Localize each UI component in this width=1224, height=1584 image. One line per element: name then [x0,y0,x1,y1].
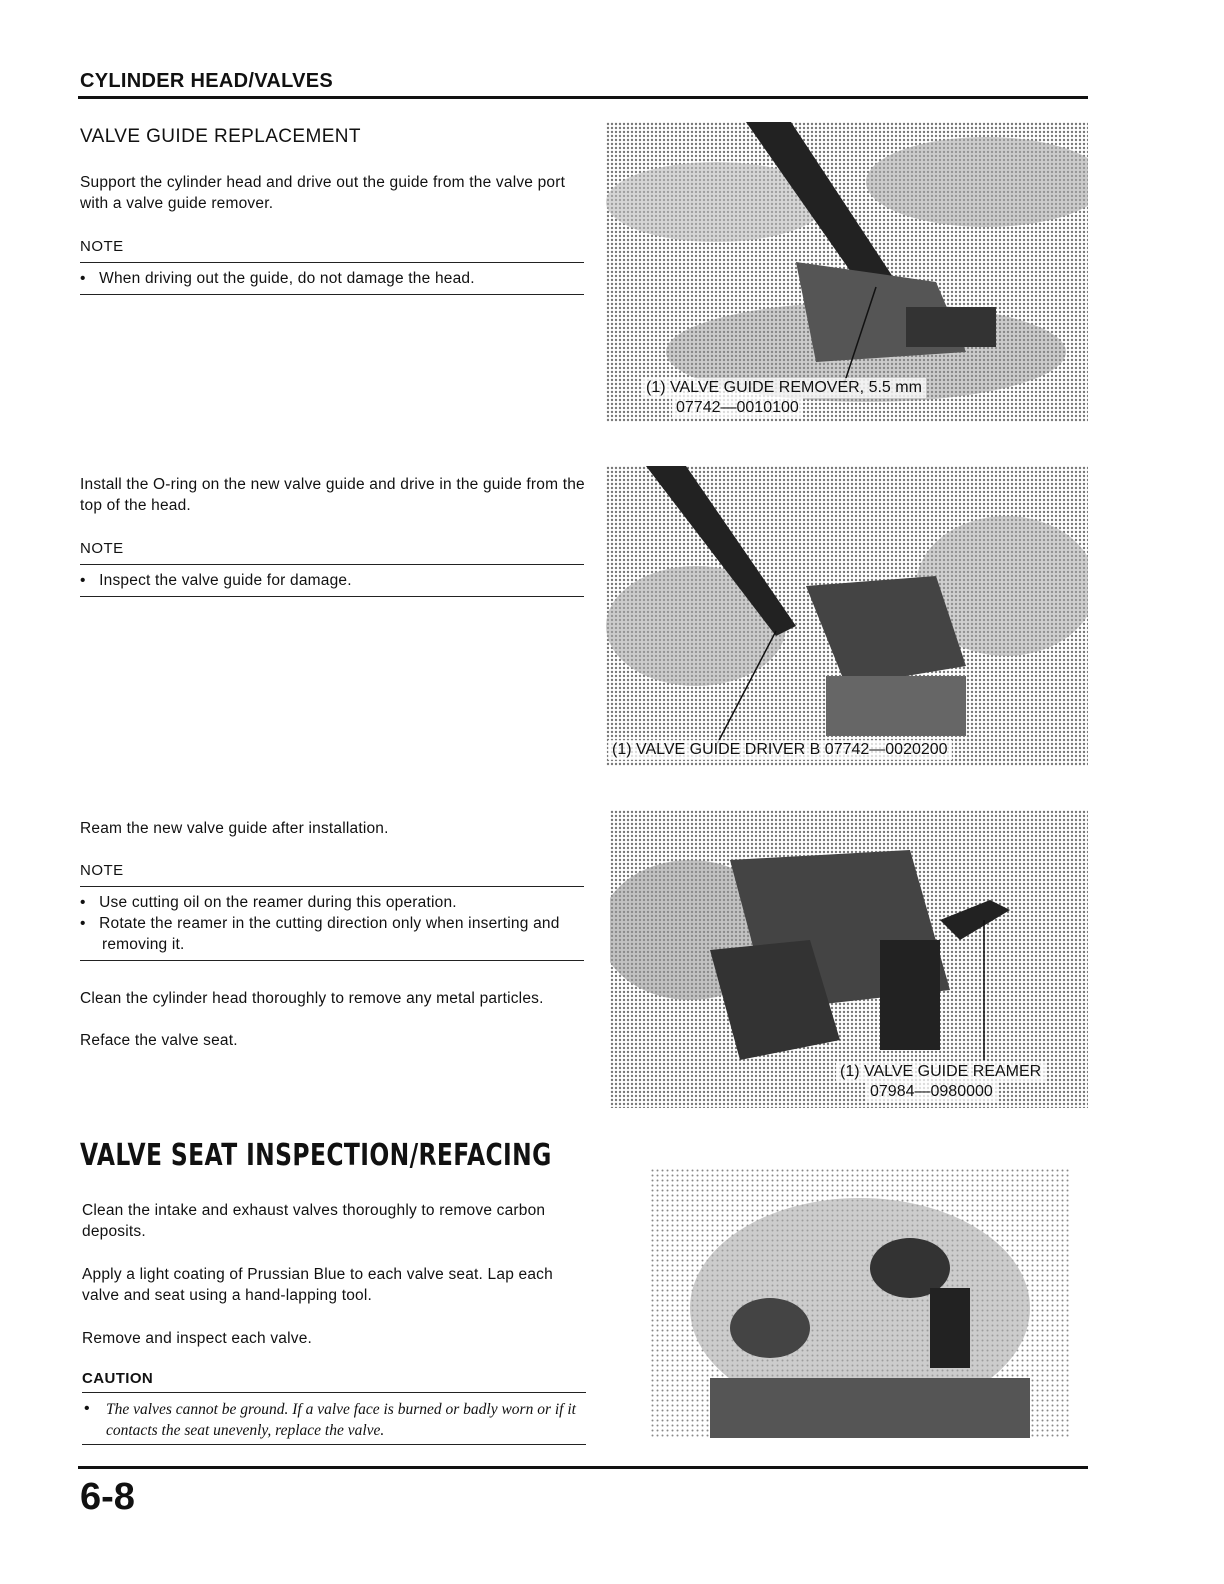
step1-text: Support the cylinder head and drive out the guide from the valve port with a valve guide remover. [80,174,566,212]
page-header-title: CYLINDER HEAD/VALVES [80,70,334,92]
caution-rule [82,1444,586,1445]
note-rule [80,960,584,961]
photo-valve-seat [610,1148,1088,1448]
note-item: • Inspect the valve guide for damage. [80,572,352,589]
note-item: • Rotate the reamer in the cutting direction only when inserting and removing it. [80,915,560,953]
page-number: 6-8 [80,1476,135,1518]
figure-caption: (1) VALVE GUIDE DRIVER B 07742—0020200 [608,740,952,760]
note-rule [80,262,584,263]
note-label: NOTE [80,540,124,557]
seat-paragraph: Clean the intake and exhaust valves thoroughly to remove carbon deposits. [82,1202,546,1240]
section-heading-seat-inspection: VALVE SEAT INSPECTION/REFACING [80,1138,552,1173]
photo-valve-guide-reamer [610,810,1088,1108]
step3-after-text: Clean the cylinder head thoroughly to remove any metal particles. [80,990,544,1007]
caution-bullet: • [84,1400,90,1417]
note-label: NOTE [80,238,124,255]
note-rule [80,886,584,887]
photo-valve-guide-driver [606,466,1088,766]
figure-part-number: 07984—0980000 [866,1082,997,1102]
note-item: • When driving out the guide, do not damage the head. [80,270,475,287]
step2-text: Install the O-ring on the new valve guide and drive in the guide from the top of the head. [80,476,585,514]
section-heading-guide-replacement: VALVE GUIDE REPLACEMENT [80,126,361,147]
seat-paragraph: Apply a light coating of Prussian Blue to each valve seat. Lap each valve and seat using a hand-lapping tool. [82,1266,553,1304]
figure-part-number: 07742—0010100 [672,398,803,418]
caution-text: The valves cannot be ground. If a valve face is burned or badly worn or if it contacts the seat unevenly, replace the valve. [106,1401,576,1439]
footer-rule [78,1466,1088,1469]
caution-rule [82,1392,586,1393]
photo-valve-guide-remover [606,122,1088,422]
note-label: NOTE [80,862,124,879]
note-item: • Use cutting oil on the reamer during this operation. [80,894,457,911]
figure-caption: (1) VALVE GUIDE REAMER [836,1062,1045,1082]
step3-text: Ream the new valve guide after installation. [80,820,389,837]
note-rule [80,564,584,565]
step3-after-text: Reface the valve seat. [80,1032,238,1049]
note-rule [80,596,584,597]
seat-paragraph: Remove and inspect each valve. [82,1330,313,1347]
header-rule [78,96,1088,99]
caution-label: CAUTION [82,1370,154,1387]
note-rule [80,294,584,295]
figure-caption: (1) VALVE GUIDE REMOVER, 5.5 mm [642,378,926,398]
